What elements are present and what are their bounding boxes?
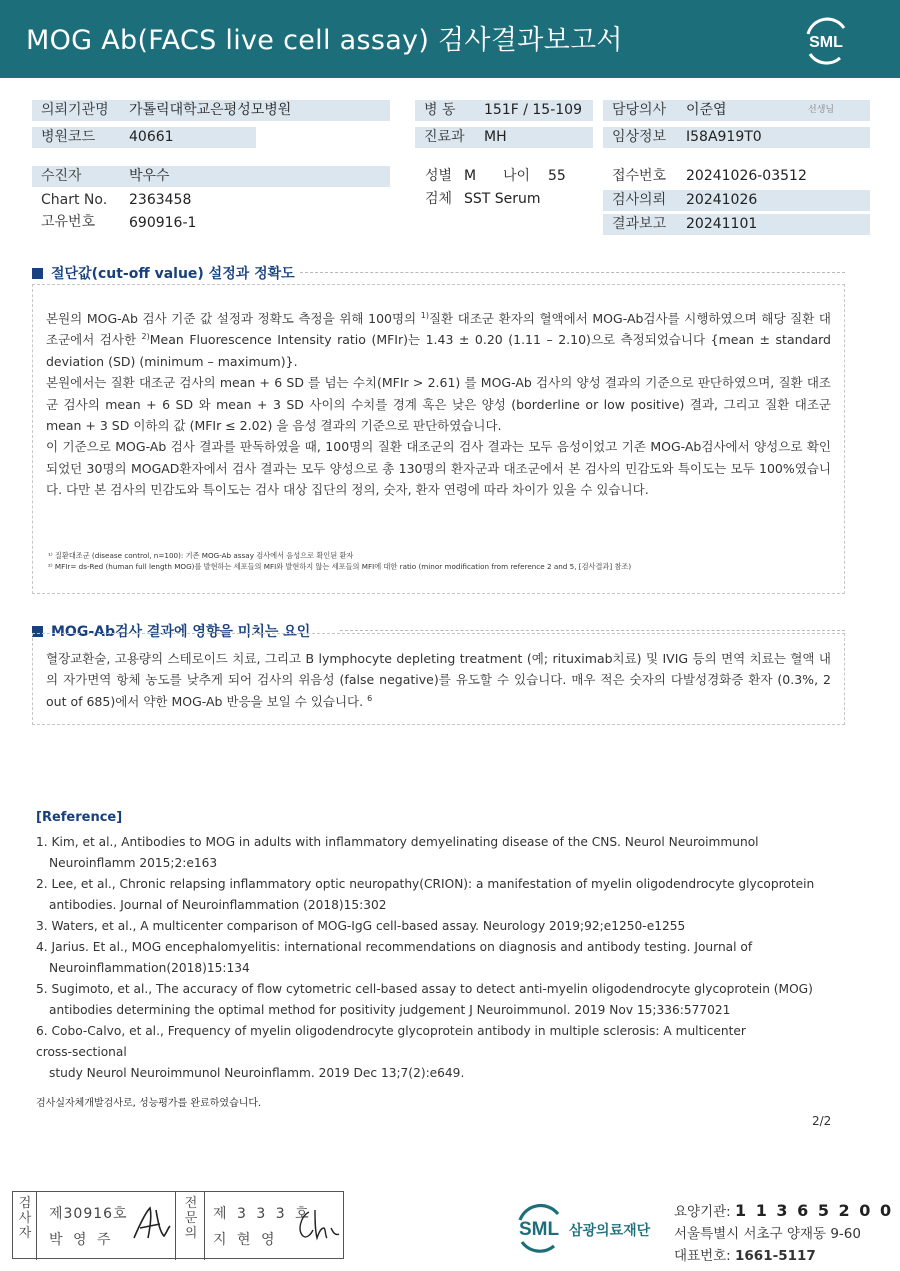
reference-item: 3. Waters, et al., A multicenter comparison of MOG-IgG cell-based assay. Neurology 2019;92;e1250-e1255 [36,919,686,933]
receipt-label: 접수번호 [612,168,667,184]
inspector-signature [130,1202,174,1248]
footnote-2: ²⁾ MFIr= ds-Red (human full length MOG)를 발현하는 세포들의 MFI와 발현하지 않는 세포들의 MFI에 대한 ratio (minor modification from reference 2 and 5, [검사결과] 참조) [48,562,632,571]
age-value: 55 [548,168,566,184]
sex-label: 성별 [425,168,453,184]
request-value: 20241026 [686,192,758,208]
inspector-name: 박 영 주 [49,1232,114,1248]
section2-body [46,648,831,712]
reference-item-cont: cross-sectional [36,1045,127,1059]
reference-item-cont: antibodies. Journal of Neuroinflammation (2018)15:302 [49,898,387,912]
doctor-value: 이준엽 [686,102,727,118]
reference-item: 4. Jarius. Et al., MOG encephalomyelitis: international recommendations on diagnosis and antibody testing. Journal of [36,940,753,954]
inspector-label: 검사자 [18,1196,32,1241]
report-header [0,0,900,78]
reference-list [36,832,836,1084]
reference-item: 2. Lee, et al., Chronic relapsing inflammatory optic neuropathy(CRION): a manifestation of myelin oligodendrocyte glycoprotein [36,877,815,891]
hospital-code-row: 병원코드 [32,127,256,148]
org-name: 삼광의료재단 [569,1223,651,1239]
clinical-row: 임상정보 [603,127,870,148]
report-row: 결과보고 [603,214,870,235]
specimen-label: 검체 [425,191,453,207]
patient-row: 수진자 [32,166,390,187]
section1-para3: 이 기준으로 MOG-Ab 검사 결과를 판독하였을 때, 100명의 질환 대조군의 검사 결과는 모두 음성이었고 기존 MOG-Ab검사에서 양성으로 확인되었던 30명의 MOGAD환자에서 검사 결과는 모두 양성으로 총 130명의 환자군과 대조군에서 본 검사의 민감도와 특이도는 모두 100%였습니다. 다만 본 검사의 민감도와 특이도는 검사 대상 집단의 정의, 숫자, 환자 연령에 따라 차이가 있을 수 있습니다. [46,439,831,498]
dept-value: MH [484,129,507,145]
report-title: MOG Ab(FACS live cell assay) 검사결과보고서 [26,25,623,56]
section1-para2: 본원에서는 질환 대조군 검사의 mean + 6 SD 를 넘는 수치(MFIr > 2.61) 를 MOG-Ab 검사의 양성 결과의 기준으로 판단하였으며, 질환 대조군 검사의 mean + 6 SD 와 mean + 3 SD 사이의 수치를 경계 혹은 낮은 양성 (borderline or low positive) 결과, 그리고 질환 대조군 mean + 3 SD 이하의 값 (MFIr ≤ 2.02) 을 음성 결과의 기준으로 판단하였습니다. [46,375,831,434]
section2-box [32,633,845,725]
reference-item-cont: Neuroinflammation(2018)15:134 [49,961,250,975]
footnote-1: ¹⁾ 질환대조군 (disease control, n=100): 기존 MOG-Ab assay 검사에서 음성으로 확인된 환자 [48,551,354,560]
sml-logo-icon [800,14,852,66]
unique-label: 고유번호 [41,214,96,230]
page-number: 2/2 [812,1114,832,1128]
clinical-value: I58A919T0 [686,129,762,145]
section1-body [46,308,831,501]
svg-text:SML: SML [518,1219,560,1240]
chart-value: 2363458 [129,192,192,208]
sex-value: M [464,168,477,184]
org-phone: 대표번호: 1661-5117 [674,1248,816,1264]
sml-org-logo-icon [510,1198,568,1256]
doctor-suffix: 선생님 [808,105,835,115]
inspector-license: 제30916호 [49,1206,128,1222]
section2-rule [340,630,845,631]
reference-item-cont: Neuroinflamm 2015;2:e163 [49,856,218,870]
section1-para1: 본원의 MOG-Ab 검사 기준 값 설정과 정확도 측정을 위해 100명의 $^{1)}$질환 대조군 환자의 혈액에서 MOG-Ab검사를 시행하였으며 해당 질환 대조군에서 검사한 $^{2)}$Mean Fluorescence Intensity ratio (MFIr)는 1.43 ± 0.20 (1.11 – 2.10)으로 측정되었습니다 {mean ± standard deviation (SD) (minimum – maximum)}. [46,310,831,369]
age-label: 나이 [503,168,531,184]
patient-value: 박우수 [129,168,170,184]
ward-value: 151F / 15-109 [484,102,582,118]
reference-title: [Reference] [36,810,123,825]
reference-item: 6. Cobo-Calvo, et al., Frequency of myelin oligodendrocyte glycoprotein antibody in multiple sclerosis: A multicenter [36,1024,746,1038]
specimen-value: SST Serum [464,191,541,207]
specialist-license: 제 3 3 3 호 [213,1206,312,1222]
ward-row: 병 동 [415,100,593,121]
inspector-label-cell [13,1192,37,1260]
unique-value: 690916-1 [129,215,197,231]
institution-row: 의뢰기관명 [32,100,390,121]
report-value: 20241101 [686,216,758,232]
section1-title: 절단값(cut-off value) 설정과 정확도 [32,263,295,283]
reference-item: 1. Kim, et al., Antibodies to MOG in adults with inflammatory demyelinating disease of the CNS. Neurol Neuroimmunol [36,835,759,849]
dept-row: 진료과 [415,127,593,148]
specialist-name: 지 현 영 [213,1232,278,1248]
section1-footnotes [48,550,631,572]
specialist-label: 전문의 [184,1196,198,1241]
reference-item-cont: study Neurol Neuroimmunol Neuroinflamm. 2019 Dec 13;7(2):e649. [49,1066,465,1080]
section1-box [32,284,845,594]
doctor-row: 담당의사 [603,100,870,121]
section2-para1: 혈장교환술, 고용량의 스테로이드 치료, 그리고 B lymphocyte depleting treatment (예; rituximab치료) 및 IVIG 등의 면역 치료는 혈액 내의 자가면역 항체 농도를 낮추게 되어 검사의 위음성 (false negative)를 유도할 수 있습니다. 매우 적은 숫자의 다발성경화증 환자 (0.3%, 2 out of 685)에서 약한 MOG-Ab 반응을 보일 수 있습니다. $^6$ [46,651,831,709]
svg-text:SML: SML [809,34,843,51]
section1-rule [300,272,845,273]
reference-item-cont: antibodies determining the optimal method for positivity judgement J Neuroimmunol. 2019 Nov 15;336:577021 [49,1003,731,1017]
receipt-value: 20241026-03512 [686,168,807,184]
request-row: 검사의뢰 [603,190,870,211]
chart-label: Chart No. [41,192,108,208]
validation-note: 검사실자체개발검사로, 성능평가를 완료하였습니다. [36,1098,262,1109]
institution-value: 가톨릭대학교은평성모병원 [129,102,292,118]
care-number: 요양기관: 1 1 3 6 5 2 0 0 [674,1201,894,1220]
signature-box [12,1191,344,1259]
org-address: 서울특별시 서초구 양재동 9-60 [674,1226,861,1242]
hospital-code-value: 40661 [129,129,174,145]
specialist-signature [293,1206,341,1246]
specialist-label-cell [175,1192,205,1260]
section-marker-icon [32,268,43,279]
section2-title: MOG-Ab검사 결과에 영향을 미치는 요인 [32,621,310,641]
reference-item: 5. Sugimoto, et al., The accuracy of flow cytometric cell-based assay to detect anti-myelin oligodendrocyte glycoprotein (MOG) [36,982,813,996]
